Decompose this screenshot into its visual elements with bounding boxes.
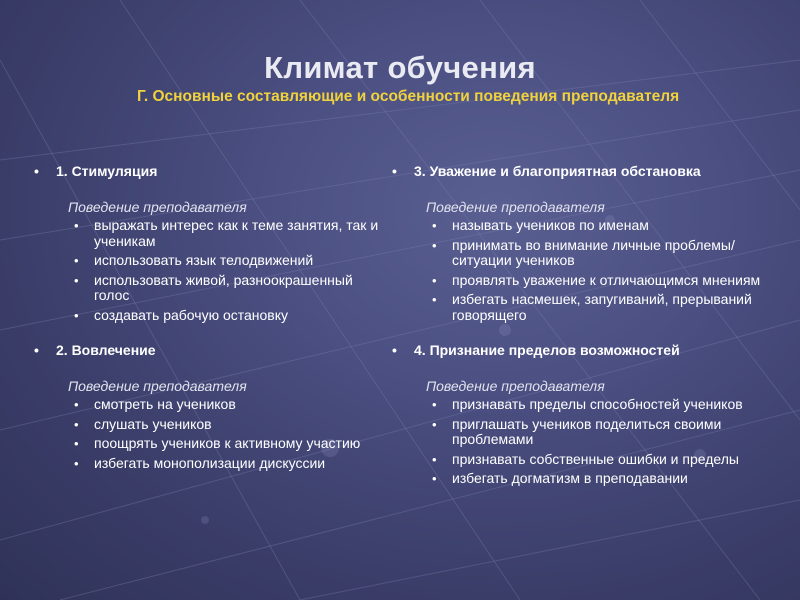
bullet-icon: • [432, 292, 437, 307]
list-item: • поощрять учеников к активному участию [74, 435, 361, 451]
bullet-icon: • [74, 455, 79, 471]
list-item: • проявлять уважение к отличающимся мнениям [432, 271, 761, 288]
bullet-icon: • [34, 163, 39, 179]
behavior-list [392, 218, 792, 323]
bullet-icon: • [74, 397, 79, 412]
behavior-label: Поведение преподавателя [68, 199, 247, 215]
list-item: • признавать собственные ошибки и пределы [432, 450, 739, 467]
list-item: • создавать рабочую остановку [74, 306, 289, 323]
section-heading: 2. Вовлечение [56, 342, 156, 358]
bullet-icon: • [432, 471, 437, 486]
list-item: • использовать язык телодвижений [74, 252, 314, 268]
section-respect [392, 162, 792, 323]
bullet-icon: • [74, 253, 79, 268]
bullet-icon: • [432, 218, 437, 233]
list-item: • использовать живой, разноокрашенный голос [74, 271, 353, 303]
section-heading: 1. Стимуляция [56, 163, 158, 179]
bullet-icon: • [432, 416, 437, 432]
slide-title: Климат обучения [264, 50, 536, 85]
list-item: • смотреть на учеников [74, 396, 236, 412]
behavior-label: Поведение преподавателя [426, 378, 605, 394]
list-item: • избегать насмешек, запугиваний, прерываний говорящего [432, 291, 752, 323]
behavior-list [34, 218, 384, 323]
behavior-list [34, 397, 384, 471]
bullet-icon: • [432, 237, 437, 253]
bullet-icon: • [432, 451, 437, 467]
behavior-label: Поведение преподавателя [68, 378, 247, 394]
slide-subtitle: Г. Основные составляющие и особенности поведения преподавателя [137, 88, 680, 105]
behavior-list [392, 397, 792, 487]
list-item: • избегать догматизм в преподавании [432, 470, 688, 486]
list-item: • признавать пределы способностей учеников [432, 396, 743, 412]
behavior-label: Поведение преподавателя [426, 199, 605, 215]
list-item: • называть учеников по именам [432, 217, 649, 233]
bullet-icon: • [432, 397, 437, 412]
bullet-icon: • [392, 163, 397, 179]
bullet-icon: • [74, 436, 79, 451]
bullet-icon: • [74, 218, 79, 233]
section-involvement [34, 341, 384, 471]
list-item: • принимать во внимание личные проблемы/ситуации учеников [432, 236, 735, 268]
bullet-icon: • [34, 342, 39, 358]
section-stimulation [34, 162, 384, 323]
bullet-icon: • [74, 272, 79, 288]
bullet-icon: • [74, 416, 79, 432]
list-item: • приглашать учеников поделиться своими проблемами [432, 415, 722, 447]
bullet-icon: • [432, 272, 437, 288]
list-item: • избегать монополизации дискуссии [74, 454, 326, 471]
right-column [392, 158, 792, 505]
section-limits [392, 341, 792, 487]
section-heading: 4. Признание пределов возможностей [414, 342, 680, 358]
list-item: • слушать учеников [74, 415, 212, 432]
bullet-icon: • [392, 342, 397, 358]
bullet-icon: • [74, 307, 79, 323]
section-heading: 3. Уважение и благоприятная обстановка [414, 163, 701, 179]
left-column [34, 158, 384, 489]
list-item: • выражать интерес как к теме занятия, так и ученикам [74, 217, 379, 249]
